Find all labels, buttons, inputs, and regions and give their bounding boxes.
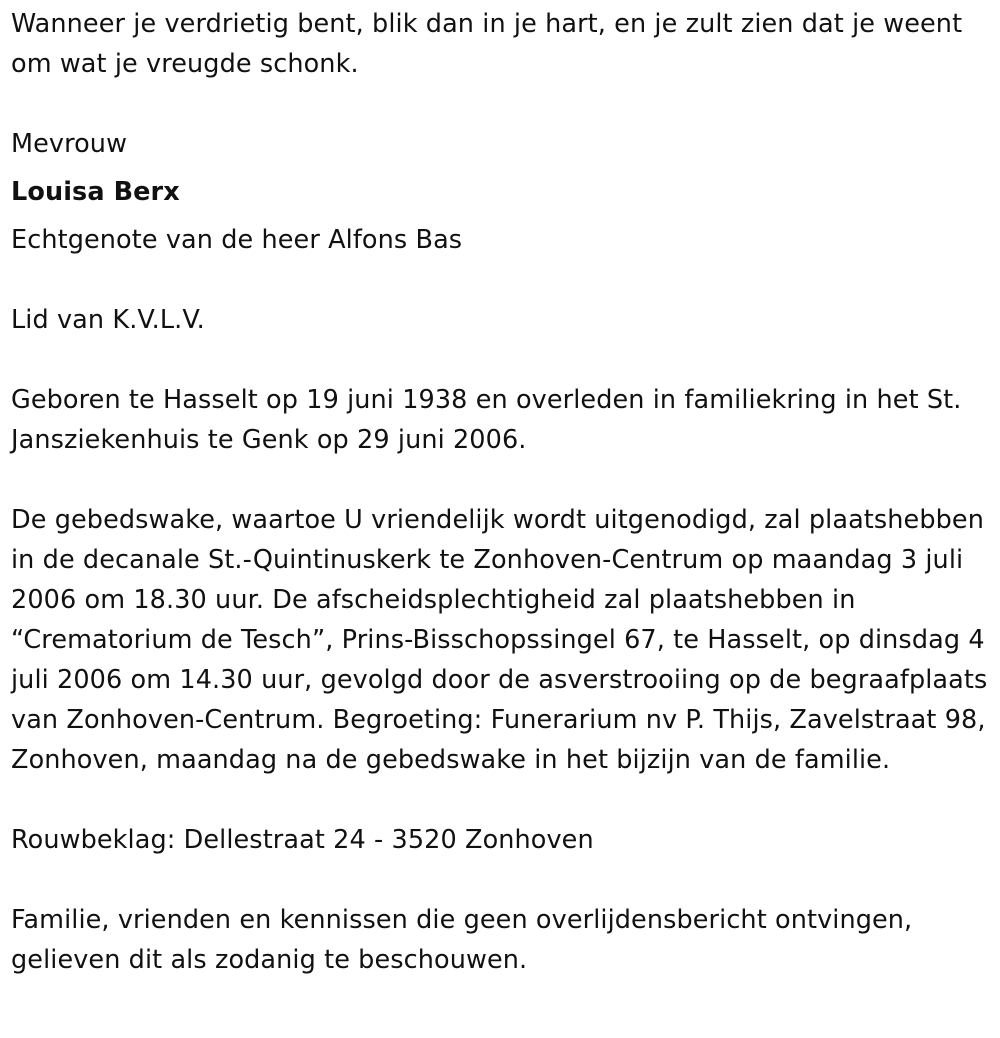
closing-paragraph: Familie, vrienden en kennissen die geen overlijdensbericht ontvingen, gelieven dit als zodanig te beschouwen. [11,905,913,975]
obituary-notice [11,4,991,980]
birth-death-paragraph: Geboren te Hasselt op 19 juni 1938 en overleden in familiekring in het St. Jansziekenhuis te Genk op 29 juni 2006. [11,385,962,455]
opening-quote: Wanneer je verdrietig bent, blik dan in je hart, en je zult zien dat je weent om wat je vreugde schonk. [11,9,963,79]
spouse-line: Echtgenote van de heer Alfons Bas [11,225,463,255]
membership-line: Lid van K.V.L.V. [11,305,205,335]
deceased-name: Louisa Berx [11,177,180,207]
salutation: Mevrouw [11,129,128,159]
condolence-address: Rouwbeklag: Dellestraat 24 - 3520 Zonhoven [11,825,594,855]
ceremony-paragraph: De gebedswake, waartoe U vriendelijk wordt uitgenodigd, zal plaatshebben in de decanale St.-Quintinuskerk te Zonhoven-Centrum op maandag 3 juli 2006 om 18.30 uur. De afscheidsplechtigheid zal plaatshebben in “Crematorium de Tesch”, Prins-Bisschopssingel 67, te Hasselt, op dinsdag 4 juli 2006 om 14.30 uur, gevolgd door de asverstrooiing op de begraafplaats van Zonhoven-Centrum. Begroeting: Funerarium nv P. Thijs, Zavelstraat 98, Zonhoven, maandag na de gebedswake in het bijzijn van de familie. [11,505,988,775]
